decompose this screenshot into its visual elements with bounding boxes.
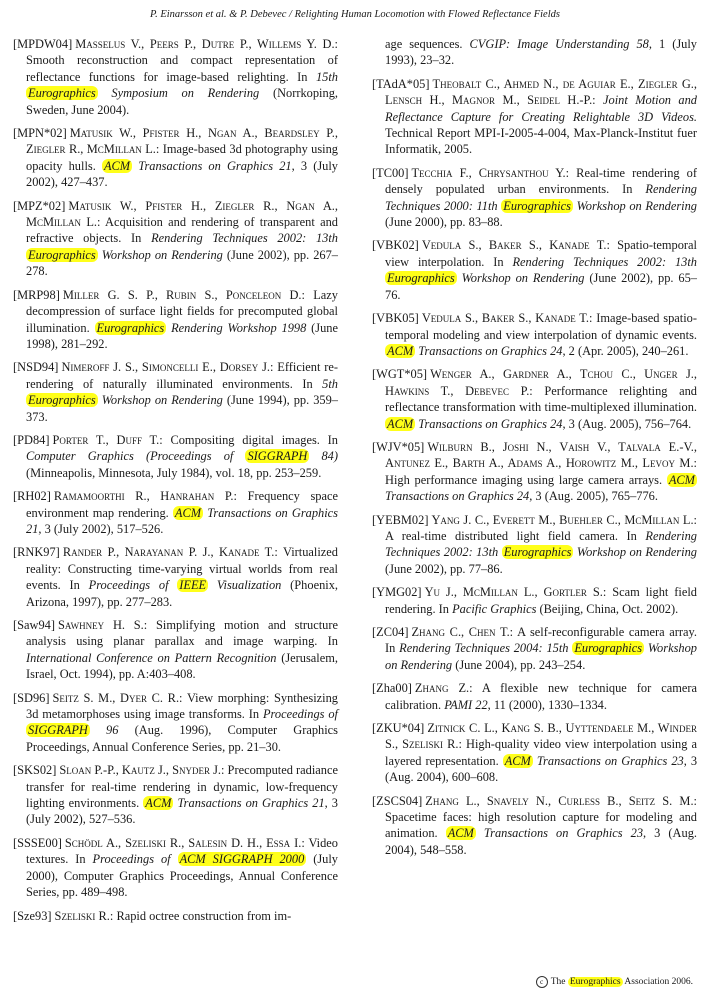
reference-entry <box>13 544 338 610</box>
reference-text: , 3 (Aug. 2004), 548–558. <box>385 826 697 857</box>
reference-text: (Jerusalem, Israel, Oct. 1994), pp. A:403–408. <box>26 650 338 682</box>
reference-authors: Masselus V., Peers P., Dutre P., Willems Y. D.: <box>75 37 338 51</box>
reference-authors: Zitnick C. L., Kang S. B., Uyttendaele M., Winder S., Szeliski R.: <box>385 721 697 752</box>
reference-venue: Transactions on Graphics 24 <box>415 416 563 431</box>
reference-entry <box>372 366 697 432</box>
highlighted-term: Eurographics <box>96 320 165 335</box>
reference-key: [SSSE00] <box>13 835 62 850</box>
reference-text: (June 1994), pp. 359–373. <box>26 393 338 424</box>
reference-text: Virtualized reality: Constructing time-varying virtual worlds from real events. In <box>26 545 338 593</box>
reference-key: [Zha00] <box>372 681 412 696</box>
reference-venue: Proceedings of <box>92 852 178 867</box>
reference-text: Scam light field rendering. In <box>385 585 697 616</box>
reference-text: , 3 (July 2002), 517–526. <box>38 521 164 536</box>
highlighted-term: ACM <box>668 472 695 487</box>
reference-venue: Rendering Techniques 2002: 13th <box>151 231 338 246</box>
reference-text: View morphing: Synthesizing 3d metamorphoses using image transforms. In <box>26 690 338 722</box>
reference-text: Frequency space environment map rendering. <box>26 489 339 520</box>
reference-key: [YEBM02] <box>372 512 429 527</box>
copyright-footer <box>536 976 693 988</box>
reference-venue: Pacific Graphics <box>452 601 537 616</box>
highlighted-term: ACM <box>387 343 414 358</box>
reference-venue: Visualization <box>208 578 282 593</box>
reference-entry <box>13 125 338 191</box>
reference-text: Acquisition and rendering of transparent and refractive objects. In <box>26 215 338 246</box>
reference-venue: 15th <box>315 69 338 84</box>
reference-key: [RH02] <box>13 489 51 504</box>
reference-authors: Zhang C., Chen T.: <box>411 625 514 639</box>
reference-key: [MPN*02] <box>13 126 67 141</box>
reference-venue: Symposium on Rendering <box>97 86 260 101</box>
reference-authors: Tecchia F., Chrysanthou Y.: <box>411 165 570 180</box>
reference-venue: Workshop on Rendering <box>572 198 697 213</box>
reference-text: (Phoenix, Arizona, 1997), pp. 277–283. <box>26 578 338 609</box>
reference-venue: Workshop on Rendering <box>97 247 223 262</box>
highlighted-term: IEEE <box>179 578 207 593</box>
reference-key: [MPDW04] <box>13 37 73 51</box>
reference-key: [TAdA*05] <box>372 76 430 91</box>
reference-key: [RNK97] <box>13 545 60 560</box>
reference-text: Compositing digital images. In <box>162 432 338 447</box>
reference-venue: Rendering Techniques 2000: 11th <box>385 182 697 213</box>
reference-key: [MRP98] <box>13 287 60 302</box>
footer-prefix: The <box>550 977 566 988</box>
footer-suffix: Association 2006. <box>624 977 693 988</box>
reference-entry <box>372 680 697 713</box>
footer-highlight: Eurographics <box>569 977 621 988</box>
highlighted-term: SIGGRAPH <box>28 723 88 738</box>
highlighted-term: ACM <box>504 753 531 768</box>
highlighted-term: Eurographics <box>503 198 571 213</box>
reference-venue: 84) <box>309 449 338 464</box>
reference-venue: International Conference on Pattern Recognition <box>26 650 277 665</box>
highlighted-term: Eurographics <box>28 247 96 262</box>
reference-text: Image-based 3d photography using opacity hulls. <box>26 142 339 173</box>
reference-entry <box>372 36 697 69</box>
reference-venue: Transactions on Graphics 24 <box>385 489 530 504</box>
reference-venue: Workshop on Rendering <box>573 545 698 560</box>
reference-text: (June 2002), pp. 77–86. <box>385 561 503 576</box>
reference-text: (June 2002), pp. 267–278. <box>26 247 338 279</box>
reference-text: High-quality video view interpolation using a layered representation. <box>385 737 697 768</box>
reference-venue: 96 <box>89 723 119 738</box>
reference-venue: Rendering Techniques 2004: 15th <box>399 641 573 656</box>
reference-key: [ZSCS04] <box>372 793 423 808</box>
reference-venue: Joint Motion and Reflectance Capture for Creating Relightable 3D Videos. <box>385 93 697 124</box>
highlighted-term: Eurographics <box>574 641 643 656</box>
reference-text: , 3 (Aug. 2005), 756–764. <box>562 416 692 431</box>
reference-venue: Transactions on Graphics 23 <box>532 753 684 768</box>
highlighted-term: ACM <box>174 505 202 520</box>
reference-text: Image-based spatio-temporal modeling and view interpolation of dynamic events. <box>385 311 697 342</box>
reference-venue: Rendering Workshop 1998 <box>166 320 307 335</box>
reference-text: A real-time distributed light field camera. In <box>385 528 646 543</box>
references-right-column <box>372 36 697 865</box>
highlighted-term: ACM <box>103 158 131 173</box>
reference-key: [WGT*05] <box>372 367 428 382</box>
highlighted-term: ACM <box>145 796 172 811</box>
reference-entry <box>13 835 338 901</box>
reference-venue: Transactions on Graphics 21 <box>173 796 325 811</box>
reference-entry <box>372 237 697 303</box>
reference-venue: Computer Graphics (Proceedings of <box>26 449 246 464</box>
copyright-icon: c <box>536 976 548 988</box>
reference-authors: Sloan P.-P., Kautz J., Snyder J.: <box>59 763 225 778</box>
highlighted-term: Eurographics <box>28 86 96 101</box>
reference-key: [Sze93] <box>13 908 52 923</box>
reference-venue: Transactions on Graphics 21 <box>132 158 292 173</box>
reference-text: Spatio-temporal view interpolation. In <box>385 238 697 269</box>
references-left-column <box>13 36 338 931</box>
reference-text: , 3 (Aug. 2004), 600–608. <box>385 753 698 785</box>
reference-text: , 3 (Aug. 2005), 765–776. <box>529 489 658 504</box>
reference-text: Spacetime faces: high resolution capture for modeling and animation. <box>385 810 697 841</box>
reference-key: [MPZ*02] <box>13 198 66 213</box>
reference-authors: Miller G. S. P., Rubin S., Ponceleon D.: <box>62 287 305 302</box>
reference-authors: Sawhney H. S.: <box>57 618 148 632</box>
reference-key: [NSD94] <box>13 360 59 375</box>
reference-venue: Workshop on Rendering <box>385 641 697 672</box>
reference-text: (June 2004), pp. 243–254. <box>452 657 586 672</box>
reference-text: Efficient re-rendering of naturally illuminated environments. In <box>26 360 338 391</box>
reference-entry <box>13 432 338 481</box>
reference-venue: Transactions on Graphics 24 <box>415 343 563 358</box>
reference-venue: PAMI 22 <box>444 697 488 712</box>
reference-authors: Yang J. C., Everett M., Buehler C., McMillan L.: <box>431 512 697 527</box>
reference-text: , 2 (Apr. 2005), 240–261. <box>562 343 689 358</box>
reference-text: (Minneapolis, Minnesota, July 1984), vol. 18, pp. 253–259. <box>26 465 322 480</box>
reference-authors: Nimeroff J. S., Simoncelli E., Dorsey J.: <box>61 360 274 375</box>
highlighted-term: Eurographics <box>28 393 96 408</box>
reference-authors: Theobalt C., Ahmed N., de Aguiar E., Ziegler G., Lensch H., Magnor M., Seidel H.-P.: <box>385 76 697 108</box>
reference-venue: Transactions on Graphics 21 <box>26 505 339 536</box>
reference-venue: Transactions on Graphics 23 <box>475 826 644 841</box>
reference-text: age sequences. <box>385 37 470 51</box>
reference-entry <box>13 617 338 683</box>
reference-text: , 11 (2000), 1330–1334. <box>487 697 607 712</box>
reference-authors: Matusik W., Pfister H., Ngan A., Beardsley P., Ziegler R., McMillan L.: <box>26 126 338 157</box>
reference-authors: Porter T., Duff T.: <box>52 432 163 447</box>
reference-venue: Workshop on Rendering <box>97 393 223 408</box>
reference-authors: Zhang Z.: <box>414 681 473 696</box>
reference-venue: 5th <box>322 376 338 391</box>
reference-entry <box>13 762 338 828</box>
reference-text: (Beijing, China, Oct. 2002). <box>536 601 679 616</box>
reference-entry <box>13 36 338 118</box>
highlighted-term: SIGGRAPH <box>247 449 308 464</box>
reference-authors: Ramamoorthi R., Hanrahan P.: <box>53 489 237 504</box>
reference-entry <box>372 624 697 673</box>
reference-text: Lazy decompression of surface light fields for precomputed global illumination. <box>26 287 338 335</box>
reference-entry <box>372 584 697 617</box>
reference-key: [ZC04] <box>372 625 409 639</box>
reference-text: (July 2000), Computer Graphics Proceedings, Annual Conference Series, pp. 489–498. <box>26 852 338 900</box>
reference-authors: Yu J., McMillan L., Gortler S.: <box>424 585 607 600</box>
reference-authors: Schödl A., Szeliski R., Salesin D. H., Essa I.: <box>64 835 305 850</box>
reference-authors: Matusik W., Pfister H., Ziegler R., Ngan A., McMillan L.: <box>26 198 338 230</box>
reference-entry <box>13 359 338 425</box>
reference-entry <box>13 908 338 924</box>
reference-key: [ZKU*04] <box>372 721 425 736</box>
reference-entry <box>372 76 697 158</box>
reference-authors: Vedula S., Baker S., Kanade T.: <box>421 238 610 253</box>
highlighted-term: ACM <box>387 416 414 431</box>
reference-key: [SD96] <box>13 690 50 705</box>
highlighted-term: Eurographics <box>387 271 455 286</box>
reference-venue: Proceedings of <box>88 578 178 593</box>
reference-entry <box>13 690 338 756</box>
reference-key: [TC00] <box>372 165 409 180</box>
reference-text: Smooth reconstruction and compact representation of reflectance functions for image-based relighting. In <box>26 53 338 84</box>
reference-text: A flexible new technique for camera calibration. <box>385 681 697 712</box>
reference-text: (June 2000), pp. 83–88. <box>385 215 503 230</box>
reference-venue: Rendering Techniques 2002: 13th <box>512 254 697 269</box>
reference-entry <box>13 488 338 537</box>
highlighted-term: ACM SIGGRAPH 2000 <box>179 852 305 867</box>
reference-text: Simplifying motion and structure analysis using planar parallax and image warping. In <box>26 618 338 649</box>
highlighted-term: ACM <box>447 826 474 841</box>
reference-entry <box>13 198 338 280</box>
reference-venue: Rendering Techniques 2002: 13th <box>385 528 697 560</box>
reference-text: Real-time rendering of densely populated urban environments. In <box>385 165 697 197</box>
reference-authors: Wilburn B., Joshi N., Vaish V., Talvala E.-V., Antunez E., Barth A., Adams A., Horowitz M., Levoy M.: <box>385 439 697 471</box>
reference-text: Rapid octree construction from im- <box>113 908 292 923</box>
reference-text: , 3 (July 2002), 427–437. <box>26 158 338 190</box>
reference-text: A self-reconfigurable camera array. In <box>385 625 698 656</box>
reference-venue: Proceedings of <box>262 707 338 722</box>
reference-authors: Szeliski R.: <box>54 908 114 923</box>
reference-key: [PD84] <box>13 432 50 447</box>
reference-key: [SKS02] <box>13 763 57 778</box>
reference-entry <box>372 439 697 505</box>
reference-authors: Rander P., Narayanan P. J., Kanade T.: <box>62 545 278 560</box>
reference-text: (Aug. 1996), Computer Graphics Proceedings, Annual Conference Series, pp. 21–30. <box>26 723 338 754</box>
reference-venue: Workshop on Rendering <box>456 271 585 286</box>
reference-authors: Wenger A., Gardner A., Tchou C., Unger J., Hawkins T., Debevec P.: <box>385 367 697 398</box>
reference-key: [YMG02] <box>372 585 422 600</box>
reference-text: , 1 (July 1993), 23–32. <box>385 37 697 68</box>
reference-text: (June 2002), pp. 65–76. <box>385 271 697 302</box>
reference-venue: CVGIP: Image Understanding 58 <box>469 37 649 51</box>
reference-key: [VBK02] <box>372 238 419 253</box>
reference-text: Video textures. In <box>26 835 338 867</box>
reference-text: (Norrkoping, Sweden, June 2004). <box>26 86 338 117</box>
reference-key: [WJV*05] <box>372 439 425 454</box>
reference-entry <box>372 512 697 578</box>
running-header: P. Einarsson et al. & P. Debevec / Relighting Human Locomotion with Flowed Reflectance Fields <box>150 9 560 20</box>
reference-entry <box>372 793 697 859</box>
reference-authors: Vedula S., Baker S., Kanade T.: <box>421 311 593 326</box>
reference-text: High performance imaging using large camera arrays. <box>385 472 667 487</box>
reference-key: [VBK05] <box>372 311 419 326</box>
reference-authors: Zhang L., Snavely N., Curless B., Seitz S. M.: <box>425 793 697 808</box>
reference-entry <box>13 287 338 353</box>
reference-entry <box>372 720 697 786</box>
highlighted-term: Eurographics <box>503 545 572 560</box>
reference-text: Performance relighting and reflectance transformation with time-multiplexed illumination. <box>385 383 697 415</box>
reference-text: (June 1998), 281–292. <box>26 320 339 351</box>
reference-text: Technical Report MPI-I-2005-4-004, Max-Planck-Institut fuer Informatik, 2005. <box>385 126 697 157</box>
reference-text: , 3 (July 2002), 527–536. <box>26 796 339 827</box>
reference-key: [Saw94] <box>13 618 55 632</box>
reference-entry <box>372 165 697 231</box>
reference-entry <box>372 310 697 359</box>
reference-authors: Seitz S. M., Dyer C. R.: <box>52 690 183 705</box>
reference-text: Precomputed radiance transfer for real-time rendering in dynamic, low-frequency lighting environments. <box>26 763 338 811</box>
